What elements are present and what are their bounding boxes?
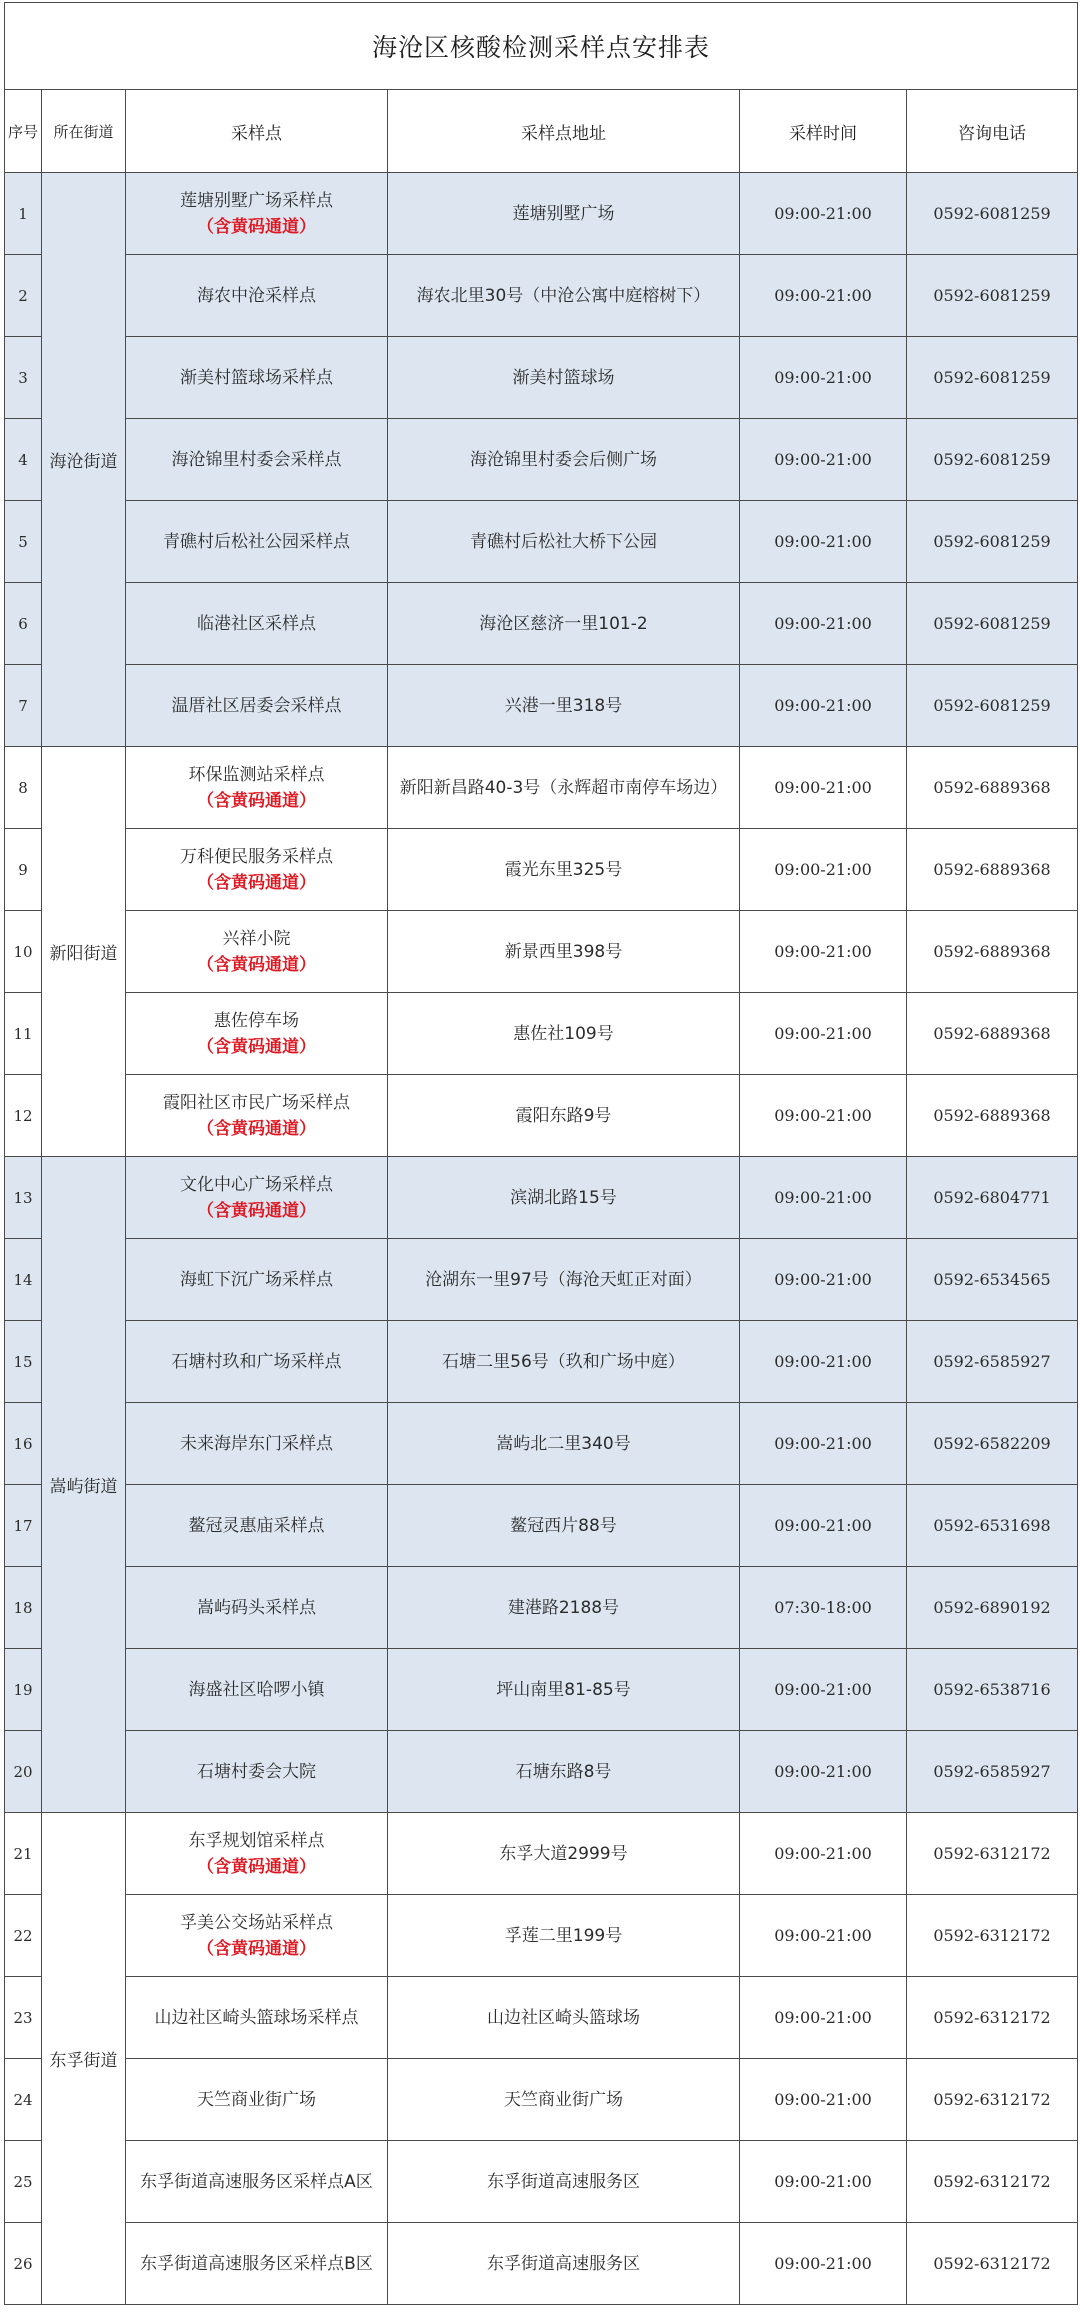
row-number: 12 [5,1075,42,1157]
site-name: 未来海岸东门采样点 [180,1433,333,1454]
site-name: 东孚街道高速服务区采样点A区 [140,2171,373,2192]
table-row [5,2223,1078,2305]
address-cell: 渐美村篮球场 [388,337,740,419]
site-name: 青礁村后松社公园采样点 [163,531,350,552]
table-row [5,1403,1078,1485]
site-name: 嵩屿码头采样点 [197,1597,316,1618]
phone-cell: 0592-6889368 [907,911,1078,993]
table-row [5,747,1078,829]
site-name: 温厝社区居委会采样点 [171,695,342,716]
site-name: 石塘村玖和广场采样点 [171,1351,342,1372]
site-name: 文化中心广场采样点 [180,1174,333,1195]
table-row [5,1567,1078,1649]
row-number: 17 [5,1485,42,1567]
table-row [5,2141,1078,2223]
site-cell [126,665,388,747]
time-cell: 09:00-21:00 [740,1813,907,1895]
address-cell: 东孚街道高速服务区 [388,2223,740,2305]
yellow-code-badge: （含黄码通道） [197,216,316,237]
site-cell [126,1321,388,1403]
page-title: 海沧区核酸检测采样点安排表 [5,3,1078,90]
phone-cell: 0592-6312172 [907,2059,1078,2141]
table-row [5,1977,1078,2059]
yellow-code-badge: （含黄码通道） [197,790,316,811]
row-number: 11 [5,993,42,1075]
row-number: 19 [5,1649,42,1731]
yellow-code-badge: （含黄码通道） [197,1938,316,1959]
site-cell [126,501,388,583]
address-cell: 海沧锦里村委会后侧广场 [388,419,740,501]
row-number: 8 [5,747,42,829]
site-cell [126,993,388,1075]
table-row [5,665,1078,747]
site-cell [126,1731,388,1813]
address-cell: 天竺商业街广场 [388,2059,740,2141]
phone-cell: 0592-6312172 [907,1895,1078,1977]
address-cell: 霞阳东路9号 [388,1075,740,1157]
row-number: 21 [5,1813,42,1895]
header-site: 采样点 [126,90,388,173]
site-cell [126,583,388,665]
phone-cell: 0592-6081259 [907,173,1078,255]
time-cell: 09:00-21:00 [740,1649,907,1731]
time-cell: 09:00-21:00 [740,1075,907,1157]
phone-cell: 0592-6081259 [907,255,1078,337]
district-cell: 新阳街道 [42,747,126,1157]
time-cell: 09:00-21:00 [740,1895,907,1977]
header-time: 采样时间 [740,90,907,173]
row-number: 25 [5,2141,42,2223]
site-cell [126,1813,388,1895]
time-cell: 09:00-21:00 [740,665,907,747]
time-cell: 09:00-21:00 [740,2223,907,2305]
row-number: 14 [5,1239,42,1321]
site-name: 莲塘别墅广场采样点 [180,190,333,211]
site-name: 海农中沧采样点 [197,285,316,306]
row-number: 1 [5,173,42,255]
address-cell: 兴港一里318号 [388,665,740,747]
yellow-code-badge: （含黄码通道） [197,872,316,893]
site-name: 东孚街道高速服务区采样点B区 [140,2253,373,2274]
schedule-table [4,2,1078,2305]
schedule-sheet [4,2,1077,2310]
time-cell: 09:00-21:00 [740,993,907,1075]
row-number: 2 [5,255,42,337]
yellow-code-badge: （含黄码通道） [197,1200,316,1221]
site-name: 临港社区采样点 [197,613,316,634]
phone-cell: 0592-6081259 [907,501,1078,583]
address-cell: 山边社区崎头篮球场 [388,1977,740,2059]
site-name: 惠佐停车场 [214,1010,299,1031]
time-cell: 09:00-21:00 [740,911,907,993]
header-district: 所在街道 [42,90,126,173]
address-cell: 青礁村后松社大桥下公园 [388,501,740,583]
row-number: 26 [5,2223,42,2305]
address-cell: 沧湖东一里97号（海沧天虹正对面） [388,1239,740,1321]
row-number: 6 [5,583,42,665]
site-cell [126,1239,388,1321]
table-row [5,911,1078,993]
site-cell [126,1075,388,1157]
district-cell: 海沧街道 [42,173,126,747]
address-cell: 海农北里30号（中沧公寓中庭榕树下） [388,255,740,337]
site-name: 石塘村委会大院 [197,1761,316,1782]
site-name: 东孚规划馆采样点 [188,1830,325,1851]
site-name: 霞阳社区市民广场采样点 [163,1092,350,1113]
phone-cell: 0592-6582209 [907,1403,1078,1485]
table-body [5,173,1078,2305]
time-cell: 09:00-21:00 [740,173,907,255]
time-cell: 09:00-21:00 [740,1157,907,1239]
table-row [5,1731,1078,1813]
table-row [5,1075,1078,1157]
table-row [5,419,1078,501]
site-name: 孚美公交场站采样点 [180,1912,333,1933]
table-row [5,1239,1078,1321]
row-number: 22 [5,1895,42,1977]
site-name: 山边社区崎头篮球场采样点 [154,2007,359,2028]
site-name: 海盛社区哈啰小镇 [188,1679,325,1700]
row-number: 5 [5,501,42,583]
time-cell: 09:00-21:00 [740,747,907,829]
table-row [5,501,1078,583]
site-cell [126,2141,388,2223]
row-number: 18 [5,1567,42,1649]
phone-cell: 0592-6890192 [907,1567,1078,1649]
phone-cell: 0592-6312172 [907,2223,1078,2305]
phone-cell: 0592-6081259 [907,665,1078,747]
site-cell [126,1485,388,1567]
time-cell: 09:00-21:00 [740,829,907,911]
site-cell [126,419,388,501]
site-cell [126,255,388,337]
header-phone: 咨询电话 [907,90,1078,173]
table-row [5,1485,1078,1567]
row-number: 15 [5,1321,42,1403]
address-cell: 嵩屿北二里340号 [388,1403,740,1485]
site-name: 兴祥小院 [222,928,291,949]
site-name: 海虹下沉广场采样点 [180,1269,333,1290]
time-cell: 09:00-21:00 [740,583,907,665]
site-cell [126,1403,388,1485]
site-cell [126,1567,388,1649]
time-cell: 09:00-21:00 [740,2059,907,2141]
row-number: 7 [5,665,42,747]
address-cell: 石塘二里56号（玖和广场中庭） [388,1321,740,1403]
table-row [5,1157,1078,1239]
address-cell: 石塘东路8号 [388,1731,740,1813]
time-cell: 09:00-21:00 [740,1977,907,2059]
site-cell [126,2059,388,2141]
row-number: 20 [5,1731,42,1813]
header-address: 采样点地址 [388,90,740,173]
table-row [5,173,1078,255]
phone-cell: 0592-6889368 [907,747,1078,829]
phone-cell: 0592-6081259 [907,419,1078,501]
address-cell: 滨湖北路15号 [388,1157,740,1239]
row-number: 23 [5,1977,42,2059]
row-number: 13 [5,1157,42,1239]
address-cell: 坪山南里81-85号 [388,1649,740,1731]
time-cell: 09:00-21:00 [740,1321,907,1403]
site-cell [126,829,388,911]
time-cell: 07:30-18:00 [740,1567,907,1649]
address-cell: 孚莲二里199号 [388,1895,740,1977]
table-row [5,255,1078,337]
phone-cell: 0592-6312172 [907,1977,1078,2059]
row-number: 16 [5,1403,42,1485]
address-cell: 新景西里398号 [388,911,740,993]
address-cell: 新阳新昌路40-3号（永辉超市南停车场边） [388,747,740,829]
site-name: 天竺商业街广场 [197,2089,316,2110]
site-cell [126,911,388,993]
phone-cell: 0592-6312172 [907,1813,1078,1895]
time-cell: 09:00-21:00 [740,1731,907,1813]
address-cell: 海沧区慈济一里101-2 [388,583,740,665]
yellow-code-badge: （含黄码通道） [197,1856,316,1877]
row-number: 10 [5,911,42,993]
site-cell [126,2223,388,2305]
phone-cell: 0592-6534565 [907,1239,1078,1321]
site-cell [126,337,388,419]
site-cell [126,747,388,829]
phone-cell: 0592-6889368 [907,829,1078,911]
site-cell [126,1157,388,1239]
site-name: 万科便民服务采样点 [180,846,333,867]
site-name: 渐美村篮球场采样点 [180,367,333,388]
phone-cell: 0592-6081259 [907,337,1078,419]
table-row [5,829,1078,911]
time-cell: 09:00-21:00 [740,419,907,501]
phone-cell: 0592-6585927 [907,1321,1078,1403]
table-row [5,337,1078,419]
address-cell: 建港路2188号 [388,1567,740,1649]
table-row [5,583,1078,665]
district-cell: 嵩屿街道 [42,1157,126,1813]
row-number: 4 [5,419,42,501]
time-cell: 09:00-21:00 [740,1403,907,1485]
yellow-code-badge: （含黄码通道） [197,1118,316,1139]
address-cell: 鳌冠西片88号 [388,1485,740,1567]
site-cell [126,1895,388,1977]
site-cell [126,173,388,255]
time-cell: 09:00-21:00 [740,2141,907,2223]
table-row [5,993,1078,1075]
time-cell: 09:00-21:00 [740,501,907,583]
row-number: 9 [5,829,42,911]
table-row [5,1813,1078,1895]
table-row [5,2059,1078,2141]
address-cell: 霞光东里325号 [388,829,740,911]
district-cell: 东孚街道 [42,1813,126,2305]
address-cell: 惠佐社109号 [388,993,740,1075]
site-name: 环保监测站采样点 [188,764,325,785]
table-row [5,1321,1078,1403]
site-name: 海沧锦里村委会采样点 [171,449,342,470]
time-cell: 09:00-21:00 [740,1239,907,1321]
phone-cell: 0592-6312172 [907,2141,1078,2223]
yellow-code-badge: （含黄码通道） [197,1036,316,1057]
time-cell: 09:00-21:00 [740,255,907,337]
header-no: 序号 [5,90,42,173]
phone-cell: 0592-6804771 [907,1157,1078,1239]
table-row [5,1649,1078,1731]
site-cell [126,1977,388,2059]
address-cell: 东孚大道2999号 [388,1813,740,1895]
phone-cell: 0592-6585927 [907,1731,1078,1813]
site-name: 鳌冠灵惠庙采样点 [188,1515,325,1536]
table-row [5,1895,1078,1977]
yellow-code-badge: （含黄码通道） [197,954,316,975]
row-number: 24 [5,2059,42,2141]
phone-cell: 0592-6889368 [907,1075,1078,1157]
header-row [5,90,1078,173]
phone-cell: 0592-6538716 [907,1649,1078,1731]
phone-cell: 0592-6081259 [907,583,1078,665]
phone-cell: 0592-6889368 [907,993,1078,1075]
site-cell [126,1649,388,1731]
phone-cell: 0592-6531698 [907,1485,1078,1567]
time-cell: 09:00-21:00 [740,337,907,419]
address-cell: 莲塘别墅广场 [388,173,740,255]
row-number: 3 [5,337,42,419]
address-cell: 东孚街道高速服务区 [388,2141,740,2223]
time-cell: 09:00-21:00 [740,1485,907,1567]
